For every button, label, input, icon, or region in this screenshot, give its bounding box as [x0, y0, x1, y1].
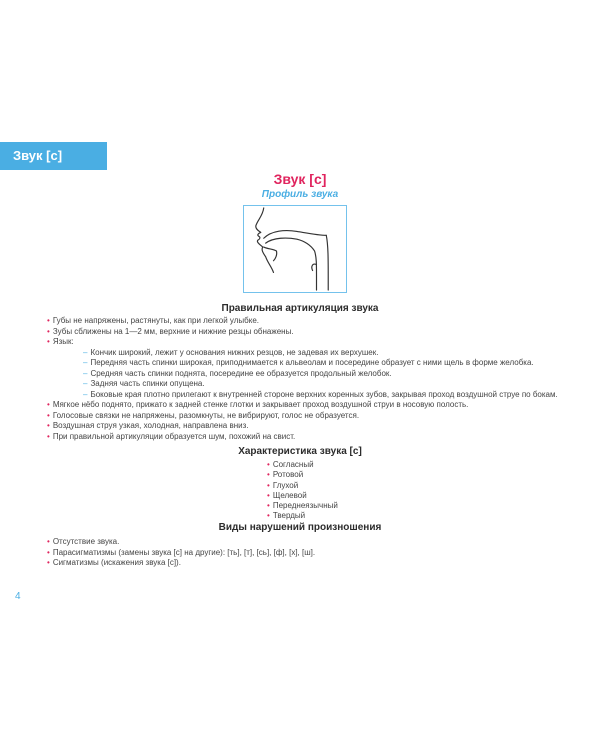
list-item: • Переднеязычный — [267, 501, 338, 511]
list-item: • При правильной артикуляции образуется шум, похожий на свист. — [47, 432, 558, 443]
list-item: • Щелевой — [267, 491, 338, 501]
list-item: • Зубы сближены на 1—2 мм, верхние и нижние резцы обнажены. — [47, 327, 558, 338]
list-item: – Средняя часть спинки поднята, посередине ее образуется продольный желобок. — [47, 369, 558, 380]
characteristics-list — [267, 460, 338, 522]
list-item: • Глухой — [267, 481, 338, 491]
articulation-list — [47, 316, 558, 442]
list-item: • Воздушная струя узкая, холодная, направлена вниз. — [47, 421, 558, 432]
list-item: • Согласный — [267, 460, 338, 470]
list-item: • Парасигматизмы (замены звука [с] на другие): [ть], [т], [сь], [ф], [х], [ш]. — [47, 548, 315, 559]
profile-subtitle: Профиль звука — [261, 189, 339, 200]
list-item: • Отсутствие звука. — [47, 537, 315, 548]
list-item: – Кончик широкий, лежит у основания нижних резцов, не задевая их верхушек. — [47, 348, 558, 359]
list-item: • Мягкое нёбо поднято, прижато к задней стенке глотки и закрывает проход воздушной струи в носовую полость. — [47, 400, 558, 411]
characteristics-heading: Характеристика звука [с] — [238, 446, 362, 457]
page-number: 4 — [15, 591, 21, 602]
list-item: • Голосовые связки не напряжены, разомкнуты, не вибрируют, голос не образуется. — [47, 411, 558, 422]
disorders-list — [47, 537, 315, 569]
list-item: • Ротовой — [267, 470, 338, 480]
sound-profile-image — [243, 205, 347, 293]
page-title: Звук [с] — [273, 171, 327, 187]
list-item: – Задняя часть спинки опущена. — [47, 379, 558, 390]
list-item: – Передняя часть спинки широкая, приподнимается к альвеолам и посередине образует с ними щель в форме желобка. — [47, 358, 558, 369]
side-tab-label: Звук [с] — [0, 142, 107, 170]
list-item: • Язык: — [47, 337, 558, 348]
list-item: • Твердый — [267, 511, 338, 521]
mouth-profile-drawing — [244, 206, 346, 292]
articulation-heading: Правильная артикуляция звука — [221, 303, 379, 314]
list-item: • Сигматизмы (искажения звука [с]). — [47, 558, 315, 569]
list-item: • Губы не напряжены, растянуты, как при легкой улыбке. — [47, 316, 558, 327]
disorders-heading: Виды нарушений произношения — [218, 522, 382, 533]
list-item: – Боковые края плотно прилегают к внутренней стороне верхних коренных зубов, закрывая проход воздушной струе по бокам. — [47, 390, 558, 401]
